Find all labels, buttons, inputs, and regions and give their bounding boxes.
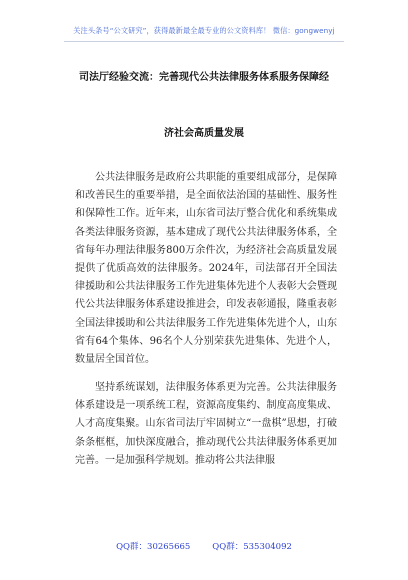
- footer-qq-group-1: QQ群：30265665: [116, 542, 191, 552]
- paragraph-text: 公共法律服务是政府公共职能的重要组成部分，是保障和改善民生的重要举措，是全面依法治国的基础性、服务性和保障性工作。近年来，山东省司法厅整合优化和系统集成各类法律服务资源，基本建成了现代公共法律服务体系，全省每年办理法律服务800万余件次，为经济社会高质量发展提供了优质高效的法律服务。2024年，司法部召开全国法律援助和公共法律服务工作先进集体先进个人表彰大会暨现代公共法律服务体系建设推进会，印发表彰通报，隆重表彰全国法律援助和公共法律服务工作先进集体先进个人，山东省有64个集体、96名个人分别荣获先进集体、先进个人，数量居全国首位。: [75, 172, 337, 366]
- header-banner: 关注头条号“公文研究”，获得最新最全最专业的公文资料库！ 微信：gongwenyj: [73, 26, 335, 35]
- footer-contact: [0, 540, 408, 552]
- body-paragraph-1: [75, 169, 337, 369]
- footer-qq-group-2: QQ群：535304092: [212, 542, 292, 552]
- document-title-line-1: 司法厅经验交流：完善现代公共法律服务体系服务保障经: [79, 72, 329, 83]
- paragraph-text: 坚持系统谋划，法律服务体系更为完善。公共法律服务体系建设是一项系统工程，资源高度集约、制度高度集成、人才高度集聚。山东省司法厅牢固树立“一盘棋”思想，打破条条框框，加快深度融合，推动现代公共法律服务体系更加完善。一是加强科学规划。推动将公共法律服: [75, 382, 337, 466]
- body-paragraph-2: [75, 379, 337, 470]
- header-divider: [64, 41, 344, 42]
- document-title-line-2: 济社会高质量发展: [164, 128, 244, 139]
